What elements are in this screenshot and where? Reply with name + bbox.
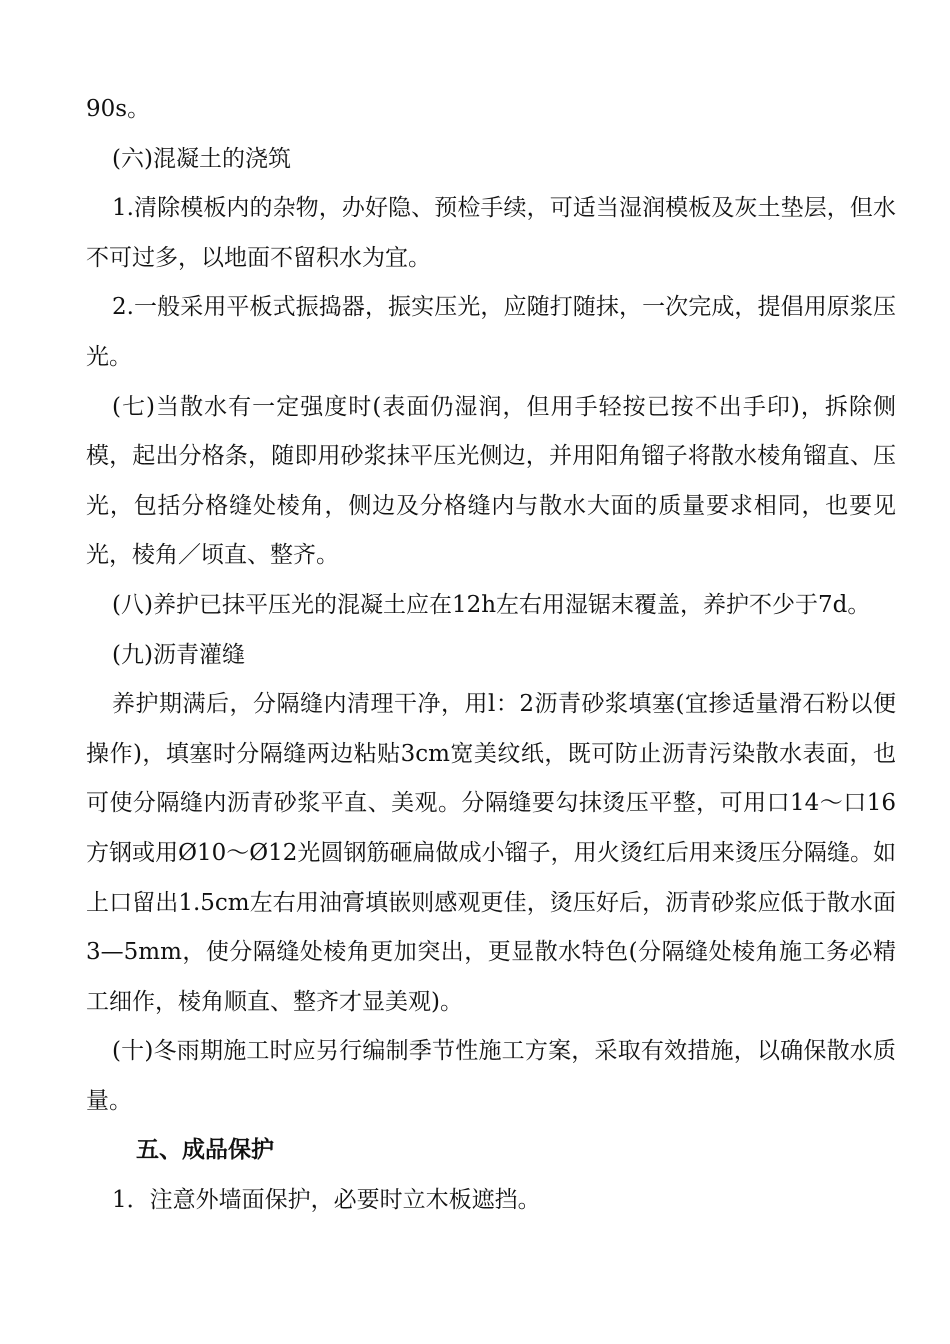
paragraph-step-1: 1.清除模板内的杂物，办好隐、预检手续，可适当湿润模板及灰土垫层，但水不可过多，以地面不留积水为宜。 xyxy=(86,195,896,271)
subheading-asphalt-joint: (九)沥青灌缝 xyxy=(112,641,245,668)
paragraph-continuation: 90s。 xyxy=(86,96,151,122)
section-heading-product-protection: 五、成品保护 xyxy=(136,1137,274,1164)
paragraph-section-8: (八)养护已抹平压光的混凝土应在12h左右用湿锯末覆盖，养护不少于7d。 xyxy=(112,591,871,618)
paragraph-step-2: 2.一般采用平板式振捣器，振实压光，应随打随抹，一次完成，提倡用原浆压光。 xyxy=(86,294,896,370)
document-body xyxy=(86,85,896,1226)
paragraph-protection-1: 1．注意外墙面保护，必要时立木板遮挡。 xyxy=(112,1187,541,1214)
paragraph-section-7: (七)当散水有一定强度时(表面仍湿润，但用手轻按已按不出手印)，拆除侧模，起出分格条，随即用砂浆抹平压光侧边，并用阳角镏子将散水棱角镏直、压光，包括分格缝处棱角，侧边及分格缝内与散水大面的质量要求相同，也要见光，棱角／顷直、整齐。 xyxy=(86,393,896,569)
subheading-pouring: (六)混凝土的浇筑 xyxy=(112,145,291,172)
paragraph-section-10: (十)冬雨期施工时应另行编制季节性施工方案，采取有效措施，以确保散水质量。 xyxy=(86,1038,896,1114)
paragraph-asphalt-joint: 养护期满后，分隔缝内清理干净，用l：2沥青砂浆填塞(宜掺适量滑石粉以便操作)，填塞时分隔缝两边粘贴3cm宽美纹纸，既可防止沥青污染散水表面，也可使分隔缝内沥青砂浆平直、美观。分隔缝要勾抹烫压平整，可用口14～口16方钢或用Ø10～Ø12光圆钢筋砸扁做成小镏子，用火烫红后用来烫压分隔缝。如上口留出1.5cm左右用油膏填嵌则感观更佳，烫压好后，沥青砂浆应低于散水面3—5mm，使分隔缝处棱角更加突出，更显散水特色(分隔缝处棱角施工务必精工细作，棱角顺直、整齐才显美观)。 xyxy=(86,691,896,1015)
